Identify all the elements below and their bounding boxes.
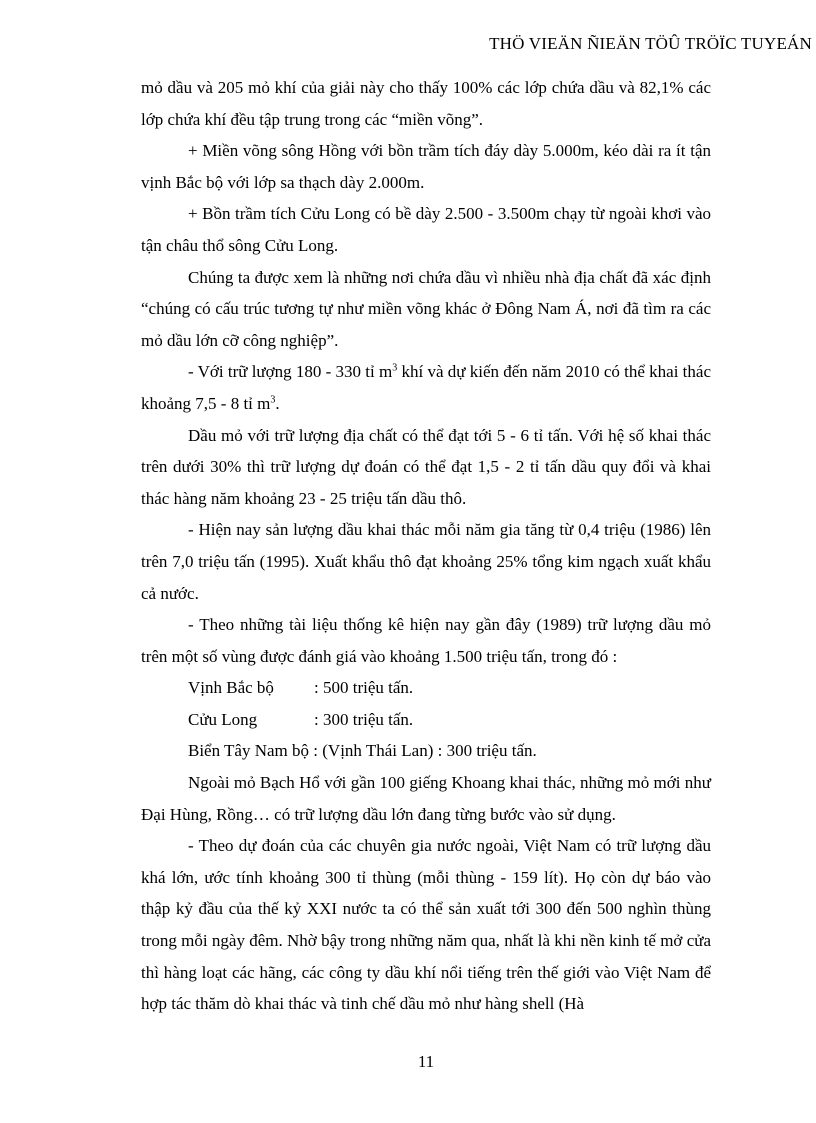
paragraph: - Theo những tài liệu thống kê hiện nay gần đây (1989) trữ lượng dầu mỏ trên một số vùng được đánh giá vào khoảng 1.500 triệu tấn, trong đó : xyxy=(141,615,711,666)
region-row xyxy=(141,735,711,767)
reserves-text-1: - Với trữ lượng 180 - 330 tỉ m xyxy=(188,362,393,382)
page-header: THÖ VIEÄN ÑIEÄN TÖÛ TRÖÏC TUYEÁN xyxy=(489,34,812,53)
region-row xyxy=(141,672,711,704)
paragraph: - Hiện nay sản lượng dầu khai thác mỗi năm gia tăng từ 0,4 triệu (1986) lên trên 7,0 triệu tấn (1995). Xuất khẩu thô đạt khoảng 25% tổng kim ngạch xuất khẩu cả nước. xyxy=(141,520,711,603)
region-value: : (Vịnh Thái Lan) : 300 triệu tấn. xyxy=(309,741,537,761)
superscript: 3 xyxy=(270,394,276,406)
region-value: : 300 triệu tấn. xyxy=(314,709,414,729)
document-body xyxy=(141,72,711,1020)
region-row xyxy=(141,704,711,736)
region-value: : 500 triệu tấn. xyxy=(314,678,414,698)
page-number: 11 xyxy=(417,1052,435,1071)
paragraph: - Theo dự đoán của các chuyên gia nước ngoài, Việt Nam có trữ lượng dầu khá lớn, ước tính khoảng 300 tỉ thùng (mỗi thùng - 159 lít). Họ còn dự báo vào thập kỷ đầu của thế kỷ XXI nước ta có thể sản xuất tới 300 đến 500 nghìn thùng trong mỗi ngày đêm. Nhờ bậy trong những năm qua, nhất là khi nền kinh tế mở cửa thì hàng loạt các hãng, các công ty dầu khí nổi tiếng trên thế giới vào Việt Nam để hợp tác thăm dò khai thác và tinh chế dầu mỏ như hàng shell (Hà xyxy=(141,836,711,1014)
region-name: Biển Tây Nam bộ xyxy=(188,741,310,761)
paragraph: Dầu mỏ với trữ lượng địa chất có thể đạt tới 5 - 6 tỉ tấn. Với hệ số khai thác trên dưới 30% thì trữ lượng dự đoán có thể đạt 1,5 - 2 tỉ tấn dầu quy đổi và khai thác hàng năm khoảng 23 - 25 triệu tấn dầu thô. xyxy=(141,425,711,508)
paragraph: + Bồn trầm tích Cửu Long có bề dày 2.500 - 3.500m chạy từ ngoài khơi vào tận châu thổ sông Cửu Long. xyxy=(141,204,711,255)
paragraph-continued: mỏ dầu và 205 mỏ khí của giải này cho thấy 100% các lớp chứa dầu và 82,1% các lớp chứa khí đều tập trung trong các “miền võng”. xyxy=(141,78,711,129)
reserves-text-2: khí và dự kiến đến năm 2010 có thể khai thác khoảng 7,5 - 8 tỉ m xyxy=(141,362,711,413)
region-name: Cửu Long xyxy=(188,709,258,729)
paragraph: Chúng ta được xem là những nơi chứa dầu vì nhiều nhà địa chất đã xác định “chúng có cấu trúc tương tự như miền võng khác ở Đông Nam Á, nơi đã tìm ra các mỏ dầu lớn cỡ công nghiệp”. xyxy=(141,267,711,350)
reserves-paragraph xyxy=(141,356,711,419)
superscript: 3 xyxy=(392,362,398,374)
region-name: Vịnh Bắc bộ xyxy=(188,678,274,698)
paragraph: + Miền võng sông Hồng với bồn trầm tích đáy dày 5.000m, kéo dài ra ít tận vịnh Bắc bộ với lớp sa thạch dày 2.000m. xyxy=(141,141,711,192)
reserves-text-3: . xyxy=(275,393,280,413)
paragraph: Ngoài mỏ Bạch Hổ với gần 100 giếng Khoang khai thác, những mỏ mới như Đại Hùng, Rồng… có trữ lượng dầu lớn đang từng bước vào sử dụng. xyxy=(141,773,711,824)
